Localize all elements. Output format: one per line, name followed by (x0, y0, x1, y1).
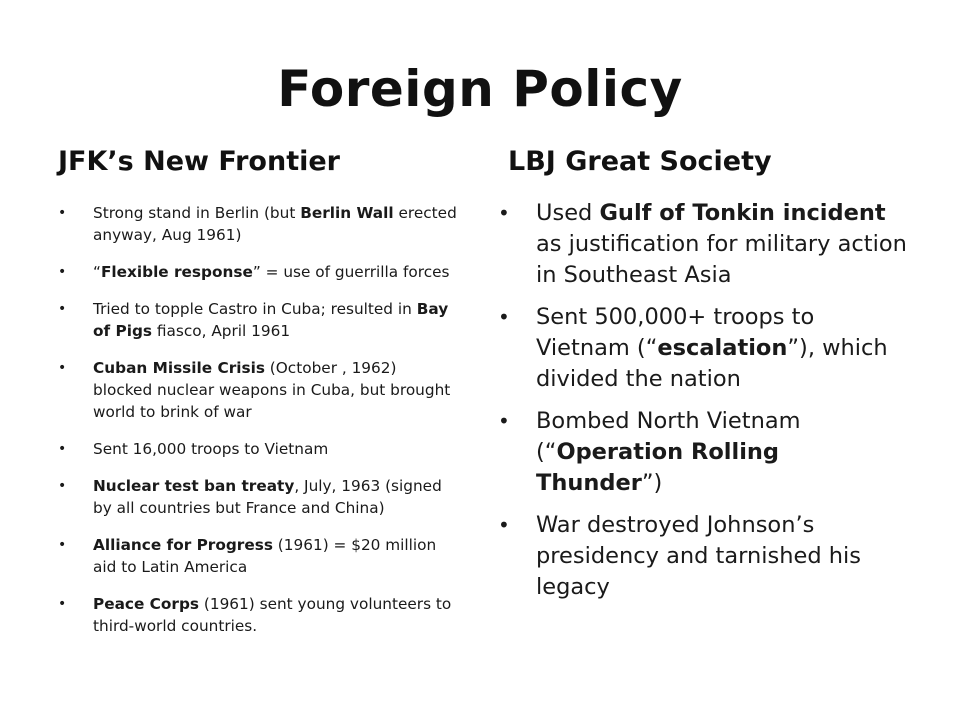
left-bullet-item (58, 202, 458, 246)
bullet-text-segment: (October , 1962) blocked nuclear weapons in Cuba, but brought world to brink of war (93, 359, 451, 421)
bullet-text-segment: Bay of Pigs (93, 300, 449, 340)
right-bullet-item (498, 198, 908, 291)
bullet-text-segment: fiasco, April 1961 (152, 322, 291, 340)
bullet-text-segment: Strong stand in Berlin (but (93, 204, 301, 222)
bullet-text-segment: Alliance for Progress (93, 536, 273, 554)
bullet-text-segment: ”) (641, 470, 663, 496)
slide-title: Foreign Policy (277, 60, 683, 118)
right-bullet-item (498, 302, 908, 395)
right-column-heading: LBJ Great Society (508, 146, 772, 177)
bullet-text-segment: as justification for military action in Southeast Asia (536, 231, 907, 288)
bullet-text-segment: erected anyway, Aug 1961) (93, 204, 457, 244)
bullet-text-segment: Nuclear test ban treaty (93, 477, 295, 495)
bullet-text-segment: Bombed North Vietnam (“ (536, 408, 801, 465)
bullet-text-segment: Sent 500,000+ troops to Vietnam (“ (536, 304, 815, 361)
bullet-text-segment: (1961) sent young volunteers to third-world countries. (93, 595, 452, 635)
left-bullet-item (58, 261, 458, 283)
left-bullet-item (58, 438, 458, 460)
right-bullet-item (498, 406, 908, 499)
bullet-text-segment: (1961) = $20 million aid to Latin America (93, 536, 437, 576)
bullet-text-segment: Flexible response (100, 263, 253, 281)
left-bullet-item (58, 593, 458, 637)
left-column-heading: JFK’s New Frontier (58, 146, 340, 177)
bullet-text-segment: “ (93, 263, 101, 281)
bullet-text-segment: Berlin Wall (300, 204, 394, 222)
left-bullet-item (58, 357, 458, 423)
left-bullet-item (58, 534, 458, 578)
bullet-text-segment: Gulf of Tonkin incident (599, 200, 886, 226)
bullet-text-segment: escalation (657, 335, 788, 361)
bullet-text-segment: War destroyed Johnson’s presidency and tarnished his legacy (536, 512, 862, 600)
bullet-text-segment: Operation Rolling Thunder (536, 439, 780, 496)
bullet-text-segment: Cuban Missile Crisis (93, 359, 265, 377)
bullet-text-segment: Sent 16,000 troops to Vietnam (93, 440, 329, 458)
jfk-bullet-list (58, 202, 458, 652)
bullet-text-segment: Used (536, 200, 600, 226)
left-bullet-item (58, 475, 458, 519)
bullet-text-segment: , July, 1963 (signed by all countries but France and China) (93, 477, 442, 517)
left-bullet-item (58, 298, 458, 342)
right-bullet-item (498, 510, 908, 603)
bullet-text-segment: Tried to topple Castro in Cuba; resulted in (93, 300, 417, 318)
bullet-text-segment: ”), which divided the nation (536, 335, 888, 392)
bullet-text-segment: Peace Corps (93, 595, 200, 613)
lbj-bullet-list (498, 198, 908, 614)
bullet-text-segment: ” = use of guerrilla forces (252, 263, 450, 281)
